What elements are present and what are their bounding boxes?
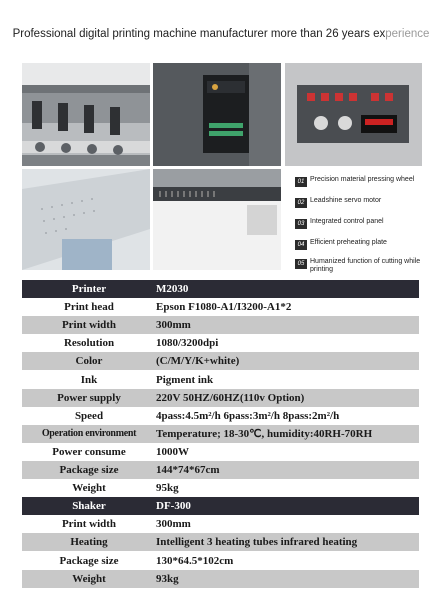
spec-label: Weight: [72, 572, 106, 585]
spec-row: [22, 497, 419, 515]
spec-label: Shaker: [72, 500, 106, 513]
spec-label: Ink: [80, 373, 98, 386]
spec-row: [22, 316, 419, 334]
spec-value: 95kg: [156, 482, 179, 495]
feature-text: Efficient preheating plate: [310, 239, 387, 246]
spec-label: Printer: [71, 283, 107, 295]
spec-row: [22, 479, 419, 497]
spec-row: [22, 552, 419, 570]
feature-text: Integrated control panel: [310, 218, 384, 225]
feature-number: 05: [295, 259, 307, 269]
spec-row: [22, 533, 419, 551]
spec-row: [22, 280, 419, 298]
spec-row: [22, 515, 419, 533]
header-tagline-fade: perience: [385, 28, 430, 40]
spec-row: [22, 298, 419, 316]
photo-servo-motor: [153, 63, 281, 166]
spec-value: M2030: [156, 283, 189, 295]
spec-row: [22, 570, 419, 588]
photo-preheating-plate: [22, 169, 150, 270]
spec-label: Heating: [70, 536, 108, 549]
spec-value: 220V 50HZ/60HZ(110v Option): [156, 391, 305, 404]
spec-label: Package size: [59, 554, 119, 567]
feature-number: 03: [295, 219, 307, 229]
spec-value: Epson F1080-A1/I3200-A1*2: [156, 301, 292, 314]
spec-value: 93kg: [156, 572, 179, 585]
photo-pressing-wheel: [22, 63, 150, 166]
feature-text: Humanized function of cutting while printing: [310, 258, 421, 273]
spec-label: Package size: [59, 464, 119, 476]
photo-control-panel: [285, 63, 422, 166]
feature-item: [295, 239, 425, 250]
feature-text: Leadshine servo motor: [310, 197, 382, 204]
feature-item: [295, 176, 425, 187]
spec-value: Intelligent 3 heating tubes infrared heating: [156, 536, 358, 549]
spec-value: 130*64.5*102cm: [156, 554, 234, 567]
spec-label: Print head: [64, 301, 114, 314]
spec-value: 4pass:4.5m²/h 6pass:3m²/h 8pass:2m²/h: [156, 409, 340, 422]
spec-value: 1000W: [156, 445, 189, 458]
feature-number: 01: [295, 177, 307, 187]
spec-row: [22, 334, 419, 352]
spec-label: Speed: [74, 409, 104, 422]
spec-row: [22, 371, 419, 389]
spec-label: Resolution: [63, 337, 115, 350]
spec-label: Operation environment: [41, 428, 137, 440]
spec-value: 144*74*67cm: [156, 464, 220, 476]
spec-label: Color: [75, 355, 103, 368]
feature-text: Precision material pressing wheel: [310, 176, 415, 183]
spec-row: [22, 407, 419, 425]
spec-row: [22, 443, 419, 461]
spec-label: Power supply: [57, 391, 121, 404]
page-header: [0, 28, 442, 40]
spec-label: Power consume: [52, 445, 126, 458]
spec-label: Print width: [61, 518, 117, 531]
spec-value: Temperature; 18-30℃, humidity:40RH-70RH: [156, 428, 373, 441]
spec-value: 300mm: [156, 518, 191, 531]
spec-label: Weight: [72, 482, 106, 495]
spec-row: [22, 461, 419, 479]
spec-row: [22, 389, 419, 407]
spec-value: 300mm: [156, 319, 191, 332]
spec-value: Pigment ink: [156, 373, 214, 386]
spec-row: [22, 425, 419, 443]
photo-cutting-function: [153, 169, 281, 270]
spec-row: [22, 352, 419, 370]
spec-value: DF-300: [156, 500, 191, 513]
feature-item: [295, 218, 425, 229]
spec-value: 1080/3200dpi: [156, 337, 219, 350]
feature-item: [295, 258, 425, 274]
spec-label: Print width: [61, 319, 117, 332]
feature-number: 04: [295, 240, 307, 250]
feature-item: [295, 197, 425, 208]
feature-number: 02: [295, 198, 307, 208]
spec-value: (C/M/Y/K+white): [156, 355, 240, 368]
header-tagline: Professional digital printing machine manufacturer more than 26 years ex: [12, 28, 386, 40]
